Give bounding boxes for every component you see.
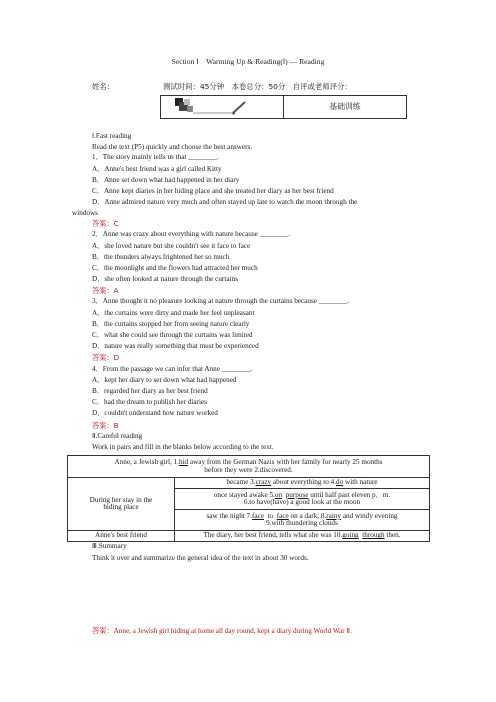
banner-decoration [161, 96, 284, 118]
table-cell [175, 478, 430, 489]
question-2-answer: 答案：A [92, 286, 119, 295]
blank-answer: rainy [326, 511, 342, 520]
careful-reading-table [67, 455, 430, 542]
table-cell-friend-label: Anne's best friend [68, 531, 175, 542]
blank-answer: face [251, 511, 264, 520]
cell-text: once stayed awake 5. [213, 490, 275, 499]
question-1-option-b: B．Anne set down what had happened in her diary [92, 176, 240, 184]
question-3-stem: 3．Anne thought it no pleasure looking at nature through the curtains because ________. [92, 297, 350, 305]
question-2-option-a: A．she loved nature but she couldn't see it face to face [92, 242, 251, 250]
section-title: Section Ⅰ Warming Up & Reading(Ⅰ) — Reading [171, 57, 325, 66]
question-3-option-d: D．nature was really something that must be experienced [92, 342, 259, 350]
question-2-stem: 2．Anne was crazy about everything with nature because ________. [92, 230, 291, 238]
question-2-option-c: C．the moonlight and the flowers had attracted her much [92, 264, 258, 272]
blank-answer: hid [178, 458, 189, 467]
summary-answer-label: 答案： [92, 626, 114, 635]
blank-answer: crazy [255, 478, 272, 487]
question-3-option-b: B．the curtains stopped her from seeing nature clearly [92, 320, 250, 328]
blank-answer: face [276, 511, 289, 520]
question-1-option-d: D．Anne admired nature very much and often stayed up late to watch the moon through the [92, 198, 358, 206]
table-cell [175, 531, 430, 542]
table-cell [175, 510, 430, 531]
cell-text: then. [384, 531, 401, 540]
cell-text: became 3. [226, 478, 256, 487]
question-4-answer: 答案：B [92, 421, 119, 430]
cell-text: 6.to have(have) a good look at the moon [243, 498, 361, 506]
practice-banner [160, 95, 407, 119]
cell-text: hiding place [103, 503, 139, 511]
banner-label: 基础训练 [329, 102, 361, 111]
cell-text: During her stay in the [89, 495, 153, 504]
cell-text: 9.with thundering clouds [266, 519, 338, 527]
question-4-option-b: B．regarded her diary as her best friend [92, 387, 208, 395]
cell-text: with nature [343, 478, 378, 487]
table-row [68, 456, 430, 478]
part1-heading: Ⅰ.Fast reading [92, 132, 132, 140]
test-info: 测试时间：45分钟 本卷总分：50分 自评或老师评分： [163, 82, 352, 91]
blank-answer: purpose [285, 490, 309, 499]
pencil-icon [161, 96, 283, 118]
cell-text: until half past eleven p．m. [308, 490, 391, 499]
part2-instruction: Work in pairs and fill in the blanks below according to the text. [92, 443, 274, 451]
table-row [68, 478, 430, 489]
blank-answer: do [336, 478, 344, 487]
cell-text: on a dark, 8. [288, 511, 327, 520]
cell-text: away from the German Nazis with her family for nearly 25 months [188, 458, 383, 467]
summary-answer-text: Anne, a Jewish girl hiding at home all day round, kept a diary during World War Ⅱ. [113, 627, 352, 635]
name-label: 姓名： [92, 82, 115, 91]
question-4-option-c: C．had the dream to publish her diaries [92, 398, 207, 406]
part3-heading: Ⅲ.Summary [92, 542, 127, 550]
question-3-option-a: A．the curtains were dirty and made her feel unpleasant [92, 309, 255, 317]
cell-text: saw the night 7. [206, 511, 252, 520]
question-2-option-b: B．the thunders always frightened her so much [92, 253, 230, 261]
question-1-option-a: A．Anne's best friend was a girl called Kitty [92, 165, 222, 173]
question-1-option-c: C．Anne kept diaries in her hiding place and she treated her diary as her best friend [92, 187, 334, 195]
blank-answer: through [362, 531, 385, 540]
question-4-option-a: A．kept her diary to set down what had happened [92, 376, 237, 384]
part2-heading: Ⅱ.Careful reading [92, 432, 143, 440]
part3-instruction: Think it over and summarize the general idea of the text in about 30 words. [92, 554, 309, 562]
question-3-answer: 答案：D [92, 353, 120, 362]
cell-text: Anne, a Jewish girl, 1. [114, 458, 179, 467]
cell-text: and windy evening [341, 511, 398, 520]
question-4-option-d: D．couldn't understand how nature worked [92, 409, 218, 417]
summary-answer [92, 627, 352, 635]
table-cell-intro [68, 456, 430, 478]
part1-instruction: Read the text (P5) quickly and choose the best answers. [92, 143, 253, 151]
question-3-option-c: C．what she could see through the curtains was limited [92, 331, 253, 339]
table-row [68, 531, 430, 542]
blank-answer: going [342, 531, 359, 540]
question-2-option-d: D．she often looked at nature through the curtains [92, 275, 238, 283]
table-cell [175, 489, 430, 510]
question-1-stem: 1．The story mainly tells us that ________. [92, 153, 219, 161]
cell-text: The diary, her best friend, tells what she was 10. [203, 531, 343, 540]
question-1-answer: 答案：C [92, 219, 119, 228]
cell-text: before they were 2.discovered. [204, 465, 293, 474]
cell-text: to [263, 511, 277, 520]
question-1-option-d-cont: windows [72, 209, 98, 217]
question-4-stem: 4．From the passage we can infer that Anne ________. [92, 365, 253, 373]
cell-text: about everything to 4. [271, 478, 337, 487]
blank-answer: on [274, 490, 283, 499]
table-cell-stay-label [68, 478, 175, 531]
